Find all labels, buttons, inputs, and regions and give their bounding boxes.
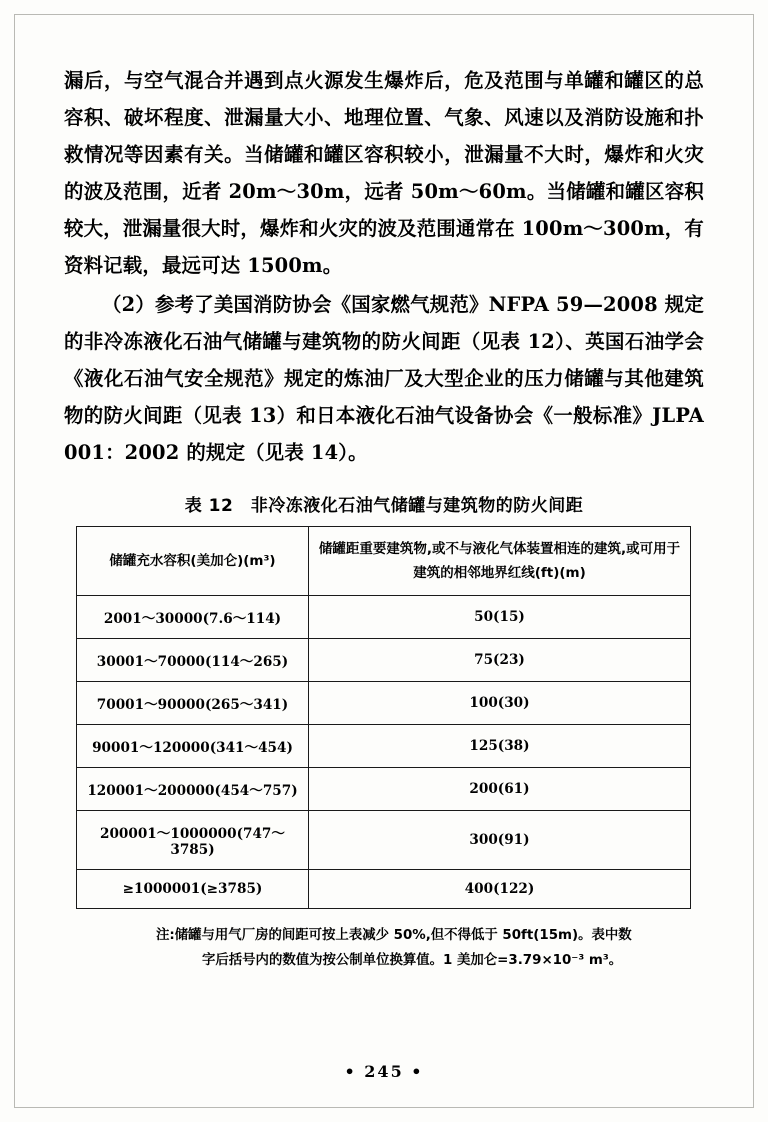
table-row: [77, 682, 691, 725]
page-content: [64, 62, 704, 973]
table-cell-volume: 90001～120000(341～454): [77, 725, 309, 768]
table-cell-distance: 75(23): [309, 639, 691, 682]
table-cell-distance: 50(15): [309, 596, 691, 639]
table-row: [77, 811, 691, 870]
page-number: • 245 •: [344, 1062, 424, 1081]
paragraph-1: 漏后，与空气混合并遇到点火源发生爆炸后，危及范围与单罐和罐区的总容积、破坏程度、泄漏量大小、地理位置、气象、风速以及消防设施和扑救情况等因素有关。当储罐和罐区容积较小，泄漏量不大时，爆炸和火灾的波及范围，近者 20m～30m，远者 50m～60m。当储罐和罐区容积较大，泄漏量很大时，爆炸和火灾的波及范围通常在 100m～300m，有资料记载，最远可达 1500m。: [64, 69, 704, 277]
fire-separation-distance-table: [76, 526, 691, 909]
table-caption: 表 12 非冷冻液化石油气储罐与建筑物的防火间距: [184, 496, 584, 516]
table-cell-distance: 125(38): [309, 725, 691, 768]
paragraph-2: （2）参考了美国消防协会《国家燃气规范》NFPA 59—2008 规定的非冷冻液化石油气储罐与建筑物的防火间距（见表 12）、英国石油学会《液化石油气安全规范》规定的炼油厂及大型企业的压力储罐与其他建筑物的防火间距（见表 13）和日本液化石油气设备协会《一般标准》JLPA 001：2002 的规定（见表 14）。: [64, 293, 704, 464]
table-row: [77, 596, 691, 639]
table-note-line-2: 字后括号内的数值为按公制单位换算值。1 美加仑=3.79×10⁻³ m³。: [202, 953, 623, 968]
table-cell-volume: 200001～1000000(747～3785): [77, 811, 309, 870]
table-note: [156, 923, 696, 973]
table-header-cell-volume: 储罐充水容积(美加仑)(m³): [77, 527, 309, 596]
table-cell-distance: 200(61): [309, 768, 691, 811]
table-row: [77, 870, 691, 909]
table-cell-volume: ≥1000001(≥3785): [77, 870, 309, 909]
table-row: [77, 725, 691, 768]
table-cell-distance: 400(122): [309, 870, 691, 909]
table-cell-volume: 30001～70000(114～265): [77, 639, 309, 682]
table-cell-volume: 120001～200000(454～757): [77, 768, 309, 811]
table-cell-volume: 70001～90000(265～341): [77, 682, 309, 725]
table-row: [77, 639, 691, 682]
table-cell-distance: 100(30): [309, 682, 691, 725]
table-row: [77, 768, 691, 811]
table-header-cell-distance: 储罐距重要建筑物,或不与液化气体装置相连的建筑,或可用于建筑的相邻地界红线(ft)(m): [309, 527, 691, 596]
table-header-row: [77, 527, 691, 596]
table-cell-distance: 300(91): [309, 811, 691, 870]
table-cell-volume: 2001～30000(7.6～114): [77, 596, 309, 639]
table-note-line-1: 注:储罐与用气厂房的间距可按上表减少 50%,但不得低于 50ft(15m)。表中数: [156, 928, 632, 943]
